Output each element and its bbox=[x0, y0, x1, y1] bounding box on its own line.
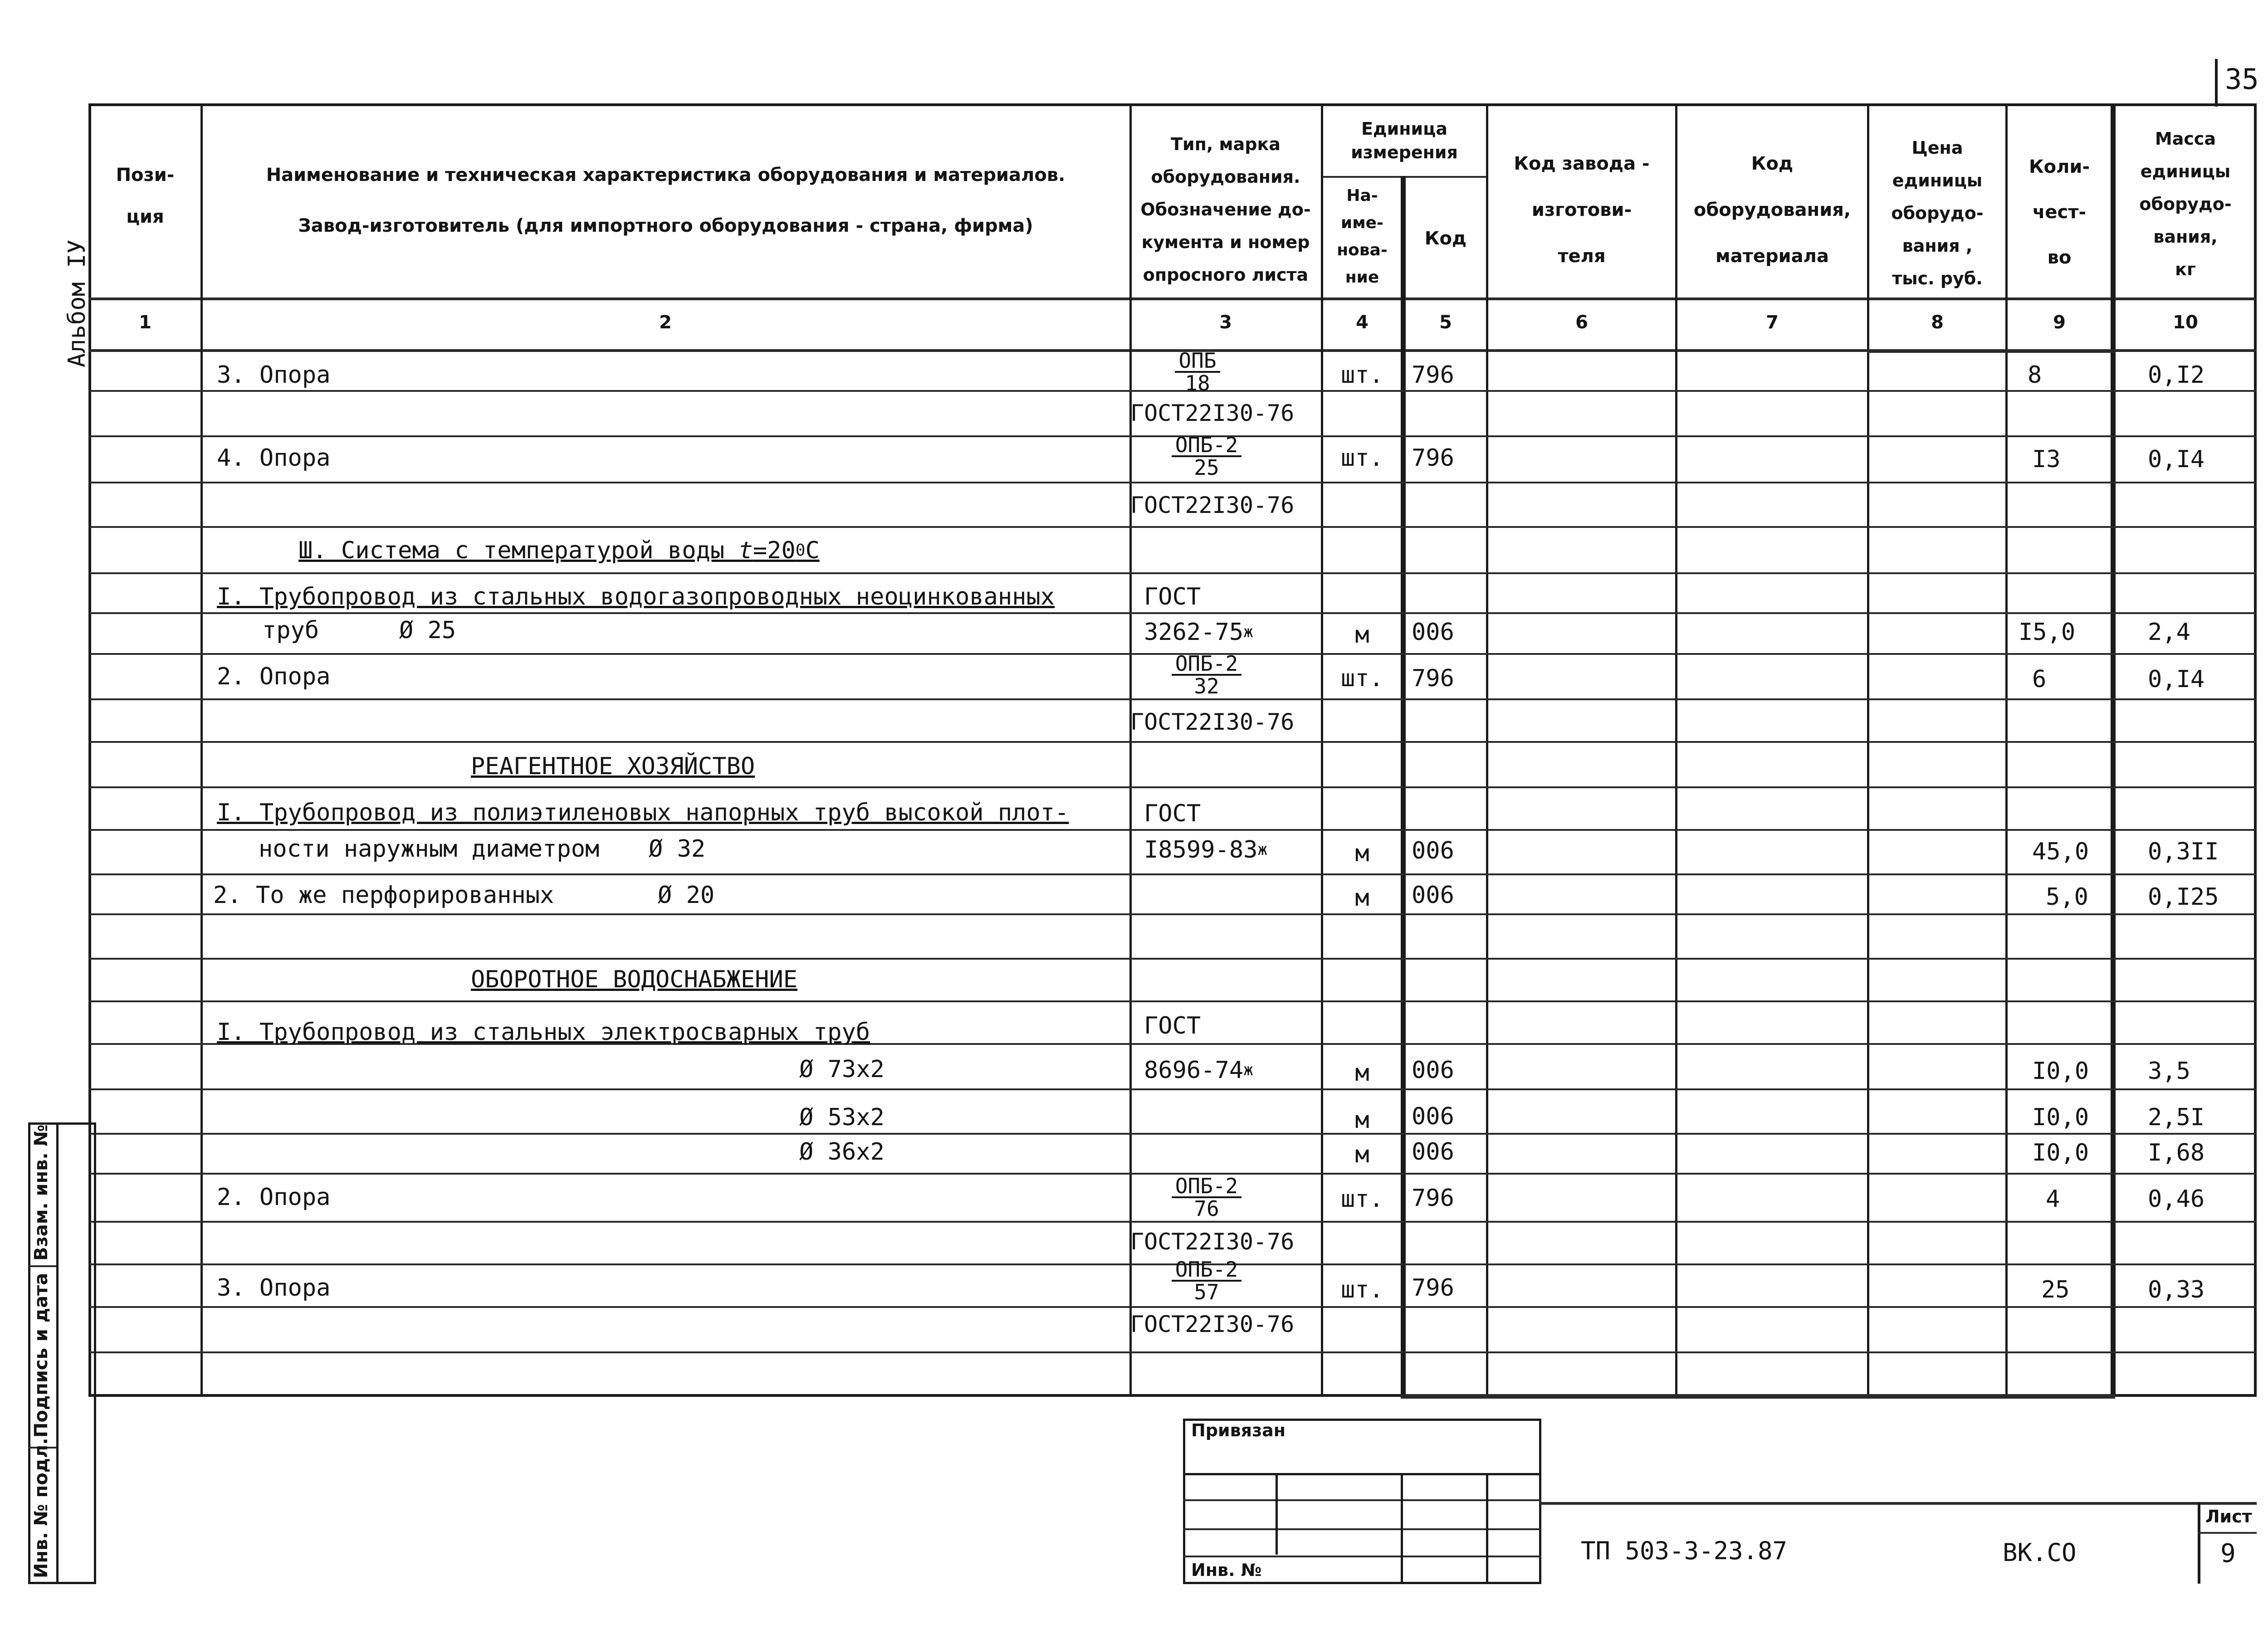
margin-line bbox=[28, 1265, 56, 1267]
col-line bbox=[1486, 103, 1488, 1397]
section-title-3: Ш. Система с температурой воды $t=20^0С$ bbox=[298, 537, 820, 564]
unit-name: шт. bbox=[1341, 665, 1383, 692]
row-separator bbox=[88, 1088, 2257, 1090]
unit-mass: 0,46 bbox=[2148, 1185, 2205, 1213]
col-line bbox=[1321, 103, 1323, 1397]
row-name: 2. Опора bbox=[217, 663, 331, 690]
unit-name: м bbox=[1355, 621, 1369, 649]
unit-code: 006 bbox=[1412, 1103, 1454, 1130]
margin-vzam-label: Взам. инв. № bbox=[31, 1124, 52, 1261]
sheet-col bbox=[2198, 1502, 2200, 1584]
unit-mass: 0,3II bbox=[2148, 838, 2219, 865]
quantity: I0,0 bbox=[2032, 1104, 2089, 1131]
page-number-divider bbox=[2215, 59, 2218, 107]
section-title-water: ОБОРОТНОЕ ВОДОСНАБЖЕНИЕ bbox=[471, 966, 798, 993]
unit-name: м bbox=[1355, 884, 1369, 912]
doc-mark: ВК.СО bbox=[2003, 1538, 2077, 1567]
type-fraction: ОПБ-2 25 bbox=[1161, 434, 1252, 478]
row-name: 4. Опора bbox=[217, 444, 331, 472]
sheet-label: Лист bbox=[2205, 1507, 2252, 1527]
row-name: I. Трубопровод из стальных электросварных труб bbox=[217, 1019, 870, 1046]
doc-ref: ГОСТ22I30-76 bbox=[1130, 1229, 1295, 1255]
margin-podpis-label: Подпись и дата bbox=[31, 1273, 52, 1438]
row-separator bbox=[88, 612, 2257, 614]
row-separator bbox=[88, 482, 2257, 483]
unit-code: 796 bbox=[1412, 444, 1454, 472]
stamp-col bbox=[1276, 1473, 1278, 1555]
quantity: 5,0 bbox=[2046, 883, 2088, 911]
page-number: 35 bbox=[2225, 63, 2259, 96]
col-line bbox=[1129, 103, 1132, 1397]
doc-ref: ГОСТ bbox=[1144, 800, 1201, 827]
colnum-5: 5 bbox=[1439, 312, 1452, 333]
quantity: I0,0 bbox=[2032, 1058, 2089, 1085]
sheet-line bbox=[2198, 1532, 2257, 1534]
colnum-7: 7 bbox=[1766, 312, 1779, 333]
sheet-number: 9 bbox=[2220, 1539, 2236, 1568]
doc-ref: ГОСТ22I30-76 bbox=[1130, 492, 1295, 518]
quantity: 45,0 bbox=[2032, 838, 2089, 865]
header-unit-mass: Масса единицы оборудо- вания, кг bbox=[2139, 129, 2232, 279]
diameter: Ø 32 bbox=[649, 835, 706, 863]
row-separator bbox=[88, 913, 2257, 915]
header-position: Пози- ция bbox=[116, 165, 175, 227]
row-separator bbox=[88, 873, 2257, 875]
row-name: 3. Опора bbox=[217, 361, 331, 389]
row-separator bbox=[88, 698, 2257, 700]
row-name: 2. Опора bbox=[217, 1184, 331, 1211]
block-bottom bbox=[1401, 1394, 2115, 1399]
doc-code: ТП 503-3-23.87 bbox=[1581, 1536, 1788, 1565]
unit-code: 796 bbox=[1412, 361, 1454, 389]
diameter: Ø 25 bbox=[399, 617, 456, 644]
header-divider bbox=[88, 298, 2257, 300]
colnum-9: 9 bbox=[2053, 312, 2066, 333]
row-separator bbox=[88, 526, 2257, 528]
header-unit-group: Единица измерения bbox=[1351, 119, 1458, 162]
row-name-cont: труб bbox=[262, 617, 319, 644]
quantity: 8 bbox=[2028, 361, 2042, 389]
diameter: Ø 20 bbox=[658, 882, 715, 909]
unit-mass: 0,I25 bbox=[2148, 883, 2219, 911]
colnum-3: 3 bbox=[1219, 312, 1232, 333]
unit-name: м bbox=[1355, 840, 1369, 867]
doc-ref: ГОСТ22I30-76 bbox=[1130, 400, 1295, 426]
stamp-col bbox=[1401, 1473, 1403, 1584]
row-name-cont: ности наружным диаметром bbox=[259, 835, 600, 863]
row-separator bbox=[88, 958, 2257, 960]
unit-mass: 3,5 bbox=[2148, 1058, 2190, 1085]
margin-inv-podl-label: Инв. № подл. bbox=[31, 1438, 52, 1578]
album-label: Альбом ІУ bbox=[64, 239, 91, 367]
row-separator bbox=[88, 1000, 2257, 1002]
type-fraction: ОПБ-2 57 bbox=[1161, 1259, 1252, 1302]
colnum-1: 1 bbox=[139, 312, 152, 333]
colnum-4: 4 bbox=[1356, 312, 1369, 333]
unit-mass: I,68 bbox=[2148, 1139, 2205, 1166]
doc-ref: ГОСТ22I30-76 bbox=[1130, 1311, 1295, 1337]
unit-code: 006 bbox=[1412, 1138, 1454, 1166]
unit-code: 796 bbox=[1412, 1274, 1454, 1302]
col-line bbox=[200, 103, 203, 1397]
title-line bbox=[1540, 1502, 2257, 1505]
col-line bbox=[2005, 103, 2008, 1397]
header-unit-name: На- име- нова- ние bbox=[1337, 186, 1388, 287]
row-name: I. Трубопровод из полиэтиленовых напорных труб высокой плот- bbox=[217, 799, 1069, 826]
row-separator bbox=[88, 1306, 2257, 1308]
margin-divider bbox=[56, 1122, 59, 1584]
unit-code: 006 bbox=[1412, 882, 1454, 909]
diameter: Ø 73x2 bbox=[799, 1056, 885, 1083]
row-separator bbox=[88, 1133, 2257, 1135]
doc-ref: $8696-74^ж$ bbox=[1144, 1057, 1253, 1084]
unit-name: шт. bbox=[1341, 1276, 1383, 1303]
row-separator bbox=[88, 572, 2257, 574]
unit-mass: 0,33 bbox=[2148, 1276, 2205, 1303]
unit-mass: 0,I2 bbox=[2148, 361, 2205, 389]
unit-mass: 0,I4 bbox=[2148, 666, 2205, 693]
quantity: I3 bbox=[2032, 446, 2061, 473]
quantity: 6 bbox=[2032, 666, 2047, 693]
unit-name: шт. bbox=[1341, 444, 1383, 472]
unit-mass: 0,I4 bbox=[2148, 446, 2205, 473]
type-fraction: ОПБ-2 76 bbox=[1161, 1176, 1252, 1219]
doc-ref: $3262-75^ж$ bbox=[1144, 619, 1253, 646]
quantity: I0,0 bbox=[2032, 1139, 2089, 1166]
doc-ref: ГОСТ22I30-76 bbox=[1130, 709, 1295, 735]
privyazan-label: Привязан bbox=[1191, 1420, 1286, 1440]
doc-ref: ГОСТ bbox=[1144, 1012, 1201, 1039]
col-line bbox=[1675, 103, 1677, 1397]
row-separator bbox=[88, 1173, 2257, 1175]
quantity: 25 bbox=[2041, 1276, 2070, 1303]
header-quantity: Коли- чест- во bbox=[2028, 156, 2090, 268]
header-factory-code: Код завода - изготови- теля bbox=[1514, 153, 1650, 267]
unit-code: 796 bbox=[1412, 665, 1454, 692]
block-top bbox=[1867, 349, 2115, 353]
unit-code: 006 bbox=[1412, 1057, 1454, 1084]
unit-code: 796 bbox=[1412, 1185, 1454, 1212]
diameter: Ø 53x2 bbox=[799, 1104, 885, 1131]
header-unit-price: Цена единицы оборудо- вания , тыс. руб. bbox=[1891, 138, 1984, 288]
row-separator bbox=[88, 786, 2257, 788]
unit-mass: 2,4 bbox=[2148, 619, 2190, 646]
unit-name: м bbox=[1355, 1059, 1369, 1087]
header-type: Тип, марка оборудования. Обозначение до- кумента и номер опросного листа bbox=[1140, 134, 1311, 285]
quantity: 4 bbox=[2046, 1185, 2060, 1213]
unit-mass: 2,5I bbox=[2148, 1104, 2205, 1131]
unit-name: м bbox=[1355, 1107, 1369, 1134]
diameter: Ø 36x2 bbox=[799, 1138, 885, 1166]
unit-code: 006 bbox=[1412, 837, 1454, 864]
unit-name: шт. bbox=[1341, 361, 1383, 389]
colnum-6: 6 bbox=[1575, 312, 1588, 333]
col-line bbox=[1867, 103, 1869, 1397]
quantity: I5,0 bbox=[2019, 619, 2076, 646]
unit-code: 006 bbox=[1412, 619, 1454, 646]
doc-ref: ГОСТ bbox=[1144, 583, 1201, 610]
unit-name: шт. bbox=[1341, 1185, 1383, 1213]
row-separator bbox=[88, 741, 2257, 743]
colnum-2: 2 bbox=[659, 312, 672, 333]
row-name: 3. Опора bbox=[217, 1274, 331, 1302]
inv-no-label: Инв. № bbox=[1191, 1560, 1262, 1580]
row-separator bbox=[88, 1221, 2257, 1223]
unit-name: м bbox=[1355, 1141, 1369, 1168]
row-separator bbox=[88, 829, 2257, 831]
type-fraction: ОПБ-2 32 bbox=[1161, 653, 1252, 697]
colnum-8: 8 bbox=[1931, 312, 1944, 333]
section-title-reagent: РЕАГЕНТНОЕ ХОЗЯЙСТВО bbox=[471, 753, 755, 780]
colnum-10: 10 bbox=[2173, 312, 2198, 333]
header-name: Наименование и техническая характеристика оборудования и материалов. Завод-изготовитель (для импортного оборудования - страна, фирма) bbox=[266, 165, 1066, 236]
row-name: I. Трубопровод из стальных водогазопроводных неоцинкованных bbox=[217, 583, 1055, 610]
col-line bbox=[2111, 103, 2116, 1397]
stamp-col bbox=[1486, 1473, 1488, 1584]
header-unit-code: Код bbox=[1424, 228, 1467, 249]
type-fraction: ОПБ 18 bbox=[1161, 350, 1234, 394]
header-equipment-code: Код оборудования, материала bbox=[1693, 153, 1851, 267]
doc-ref: $I8599-83^ж$ bbox=[1144, 836, 1268, 863]
row-separator bbox=[88, 1351, 2257, 1353]
row-name: 2. То же перфорированных bbox=[213, 882, 554, 909]
